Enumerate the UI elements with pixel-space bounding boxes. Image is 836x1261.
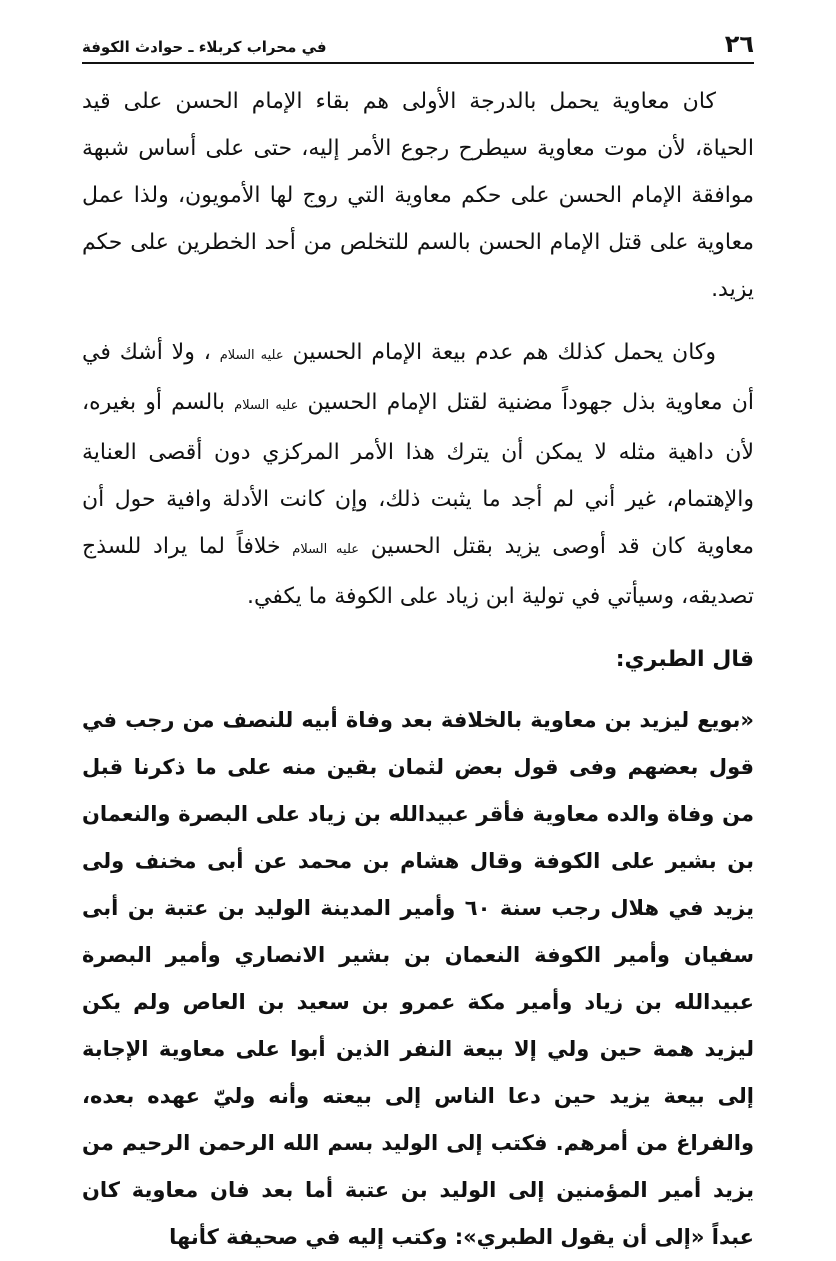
- page-body: [82, 78, 754, 1261]
- honorific-symbol: عليه السلام: [292, 542, 360, 557]
- paragraph-1: [82, 78, 754, 313]
- quoted-passage: «بويع ليزيد بن معاوية بالخلافة بعد وفاة أبيه للنصف من رجب في قول بعضهم وفى قول بعض لثمان بقين منه على ما ذكرنا قبل من وفاة والده معاوية فأقر عبيدالله بن زياد على البصرة والنعمان بن بشير على الكوفة وقال هشام بن محمد عن أبى مخنف ولى يزيد في هلال رجب سنة ٦٠ وأمير المدينة الوليد بن عتبة بن أبى سفيان وأمير الكوفة النعمان بن بشير الانصاري وأمير البصرة عبيدالله بن زياد وأمير مكة عمرو بن سعيد بن العاص ولم يكن ليزيد همة حين ولي إلا بيعة النفر الذين أبوا على معاوية الإجابة إلى بيعة يزيد حين دعا الناس إلى بيعته وأنه وليّ عهده بعده، والفراغ من أمرهم. فكتب إلى الوليد بسم الله الرحمن الرحيم من يزيد أمير المؤمنين إلى الوليد بن عتبة أما بعد فان معاوية كان عبداً «إلى أن يقول الطبري»: وكتب إليه في صحيفة كأنها: [82, 708, 755, 1249]
- page-number: ٢٦: [724, 30, 754, 58]
- running-title: في محراب كربلاء ـ حوادث الكوفة: [82, 38, 327, 56]
- paragraph-2-text-d: خلافاً لما يراد للسذج تصديقه، وسيأتي في تولية ابن زياد على الكوفة ما يكفي.: [82, 534, 754, 609]
- paragraph-2-text-a: وكان يحمل كذلك هم عدم بيعة الإمام الحسين: [292, 340, 716, 365]
- honorific-symbol: عليه السلام: [219, 348, 284, 363]
- paragraph-2: [82, 329, 754, 620]
- paragraph-1-text: كان معاوية يحمل بالدرجة الأولى هم بقاء الإمام الحسن على قيد الحياة، لأن موت معاوية سيطرح رجوع الأمر إليه، حتى على أساس شبهة موافقة الإمام الحسن على حكم معاوية التي روج لها الأمويون، ولذا عمل معاوية على قتل الإمام الحسن بالسم للتخلص من أحد الخطرين على حكم يزيد.: [82, 89, 754, 302]
- paragraph-2-text-c: بالسم أو بغيره، لأن داهية مثله لا يمكن أن يترك هذا الأمر المركزي دون أقصى العناية والإهتمام، غير أني لم أجد ما يثبت ذلك، وإن كانت الأدلة وافية حول أن معاوية كان قد أوصى يزيد بقتل الحسين: [82, 390, 754, 559]
- honorific-symbol: عليه السلام: [234, 398, 299, 413]
- page-header: [82, 28, 754, 64]
- section-subheading: قال الطبري:: [615, 647, 754, 672]
- paragraph-2-text-b: ، ولا أشك في أن معاوية بذل جهوداً مضنية لقتل الإمام الحسين: [82, 340, 754, 415]
